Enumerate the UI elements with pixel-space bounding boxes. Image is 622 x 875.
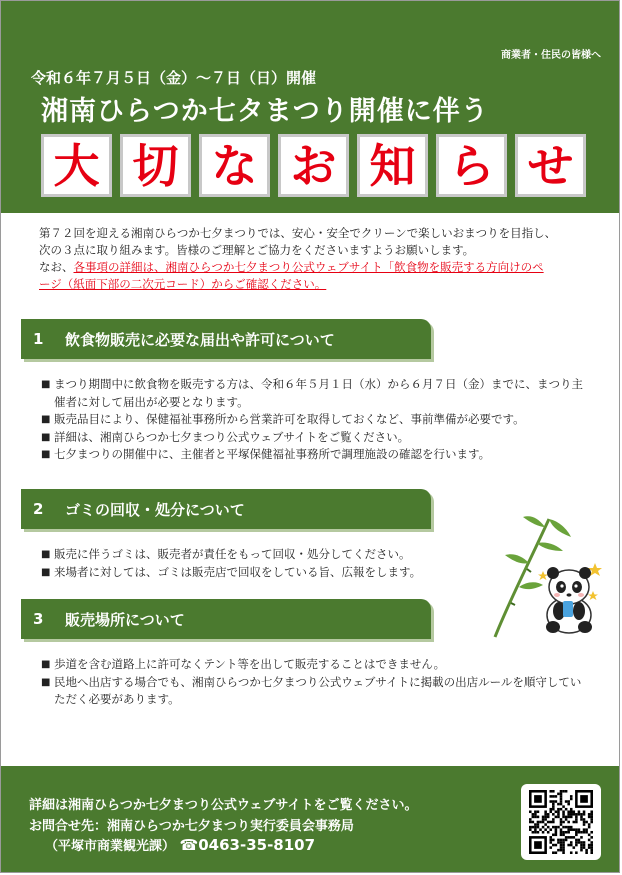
notice-char: せ — [515, 134, 586, 197]
intro-line: 第７２回を迎える湘南ひらつか七夕まつりでは、安心・安全でクリーンで楽しいおまつりを目指し、 — [39, 226, 557, 240]
intro-paragraph — [39, 225, 589, 293]
section-title: 飲食物販売に必要な届出や許可について — [65, 330, 335, 349]
notice-char: な — [199, 134, 270, 197]
important-notice-heading — [41, 134, 586, 197]
website-notice-link-cont[interactable]: ージ（紙面下部の二次元コード）からご確認ください。 — [39, 277, 327, 291]
footer-contact — [1, 766, 620, 873]
footer-contact-office: お問合せ先：湘南ひらつか七夕まつり実行委員会事務局 — [29, 819, 354, 834]
section-number: 2 — [33, 500, 44, 518]
event-dates: 令和６年７月５日（金）～７日（日）開催 — [31, 69, 317, 87]
intro-prefix: なお、 — [39, 260, 74, 274]
section-header-garbage — [21, 489, 431, 529]
qr-code-icon — [529, 790, 593, 854]
section-title: 販売場所について — [65, 610, 185, 629]
list-item: ■ 来場者に対しては、ゴミは販売店で回収をしている旨、広報をします。 — [41, 564, 589, 582]
intro-line — [39, 259, 589, 276]
footer-website-note: 詳細は湘南ひらつか七夕まつり公式ウェブサイトをご覧ください。 — [29, 798, 418, 813]
section-title: ゴミの回収・処分について — [65, 500, 245, 519]
footer-contact-phone-line — [45, 835, 315, 854]
qr-code[interactable] — [521, 784, 601, 860]
section-header-sales-location — [21, 599, 431, 639]
list-item: ■ 七夕まつりの開催中に、主催者と平塚保健福祉事務所で調理施設の確認を行います。 — [41, 446, 589, 464]
section-header-food-permits — [21, 319, 431, 359]
page-title: 湘南ひらつか七タまつり開催に伴う — [41, 96, 489, 127]
notice-char: 切 — [120, 134, 191, 197]
notice-char: 知 — [357, 134, 428, 197]
section-number: 3 — [33, 610, 44, 628]
footer-org: （平塚市商業観光課） — [45, 839, 176, 854]
section-number: 1 — [33, 330, 44, 348]
list-item: ■ 歩道を含む道路上に許可なくテント等を出して販売することはできません。 — [41, 656, 589, 674]
list-item: ■ 販売品目により、保健福祉事務所から営業許可を取得しておくなど、事前準備が必要です。 — [41, 411, 589, 429]
panda-bamboo-illustration — [487, 511, 607, 641]
website-notice-link[interactable]: 各事項の詳細は、湘南ひらつか七夕まつり公式ウェブサイト「飲食物を販売する方向けのペ — [73, 260, 544, 274]
notice-char: ら — [436, 134, 507, 197]
sales-location-list — [41, 656, 589, 709]
notice-char: 大 — [41, 134, 112, 197]
header-banner — [1, 1, 620, 213]
list-item: ■ 民地へ出店する場合でも、湘南ひらつか七夕まつり公式ウェブサイトに掲載の出店ルールを順守していただく必要があります。 — [41, 674, 589, 709]
food-permits-list — [41, 376, 589, 464]
list-item: ■ まつり期間中に飲食物を販売する方は、令和６年５月１日（水）から６月７日（金）までに、まつり主催者に対して届出が必要となります。 — [41, 376, 589, 411]
phone-number[interactable]: ☎0463-35-8107 — [179, 836, 316, 854]
intro-line — [39, 276, 589, 293]
intro-line: 次の３点に取り組みます。皆様のご理解とご協力をくださいますようお願いします。 — [39, 243, 475, 257]
notice-char: お — [278, 134, 349, 197]
audience-label: 商業者・住民の皆様へ — [501, 50, 601, 61]
list-item: ■ 詳細は、湘南ひらつか七夕まつり公式ウェブサイトをご覧ください。 — [41, 429, 589, 447]
list-item: ■ 販売に伴うゴミは、販売者が責任をもって回収・処分してください。 — [41, 546, 589, 564]
